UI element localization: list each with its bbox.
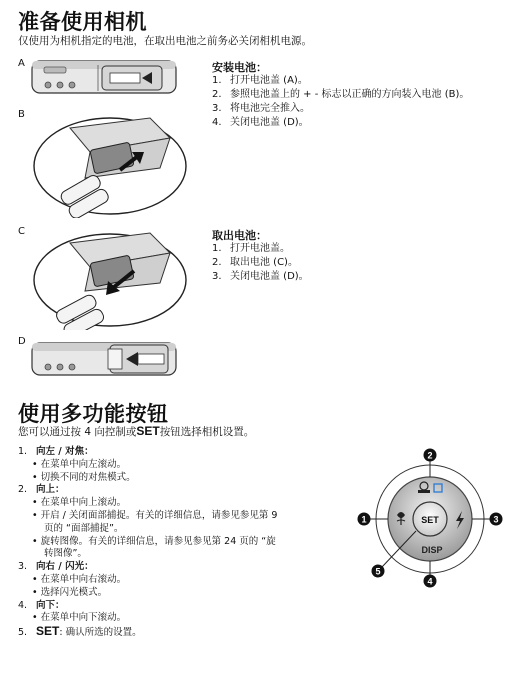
battery-insert-illustration-b xyxy=(30,108,190,218)
multi-function-title: 使用多功能按钮 xyxy=(18,402,169,426)
figure-label-b: B xyxy=(18,109,25,120)
remove-steps xyxy=(212,242,309,284)
step-number: 4. xyxy=(212,117,222,128)
item-number: 3. xyxy=(18,561,28,573)
list-bullet: • 在菜单中向右滚动。 xyxy=(32,573,127,585)
list-item xyxy=(18,484,277,497)
step-number: 1. xyxy=(212,243,222,254)
list-bullet-continuation: 转图像”。 xyxy=(44,548,87,560)
step-text: 关闭电池盖 (D)。 xyxy=(230,271,309,282)
battery-remove-illustration-c xyxy=(30,225,190,330)
step-text: 将电池完全推入。 xyxy=(230,103,310,114)
set-button-label: SET xyxy=(421,515,439,525)
callout-3 xyxy=(490,513,503,526)
remove-step xyxy=(212,256,309,270)
disp-button-label[interactable]: DISP xyxy=(421,545,443,555)
figure-label-d: D xyxy=(18,336,26,347)
svg-text:5: 5 xyxy=(375,566,381,577)
svg-text:3: 3 xyxy=(493,514,499,525)
step-number: 2. xyxy=(212,89,222,100)
list-item xyxy=(18,600,277,613)
step-number: 1. xyxy=(212,75,222,86)
figure-label-c: C xyxy=(18,226,25,237)
item-heading: 向上： xyxy=(36,484,65,496)
button-function-list xyxy=(18,446,277,640)
list-bullet: • 开启 / 关闭面部捕捉。有关的详细信息，请参见参见第 9 xyxy=(32,509,278,521)
intro-text: 您可以通过按 4 向控制或 xyxy=(18,426,137,438)
multi-function-dial xyxy=(352,447,508,597)
step-text: 取出电池 (C)。 xyxy=(230,257,298,268)
multi-function-intro xyxy=(18,424,254,439)
figure-label-a: A xyxy=(18,58,25,69)
item-heading: 向左 / 对焦： xyxy=(36,446,94,457)
camera-bottom-illustration-a xyxy=(30,55,180,100)
list-bullet: • 在菜单中向上滚动。 xyxy=(32,497,127,509)
callout-1 xyxy=(358,513,371,526)
item-text: : 确认所选的设置。 xyxy=(59,627,142,639)
callout-2 xyxy=(424,449,437,462)
list-bullet: • 选择闪光模式。 xyxy=(32,586,108,598)
install-step xyxy=(212,102,469,116)
install-title: 安装电池： xyxy=(212,61,267,74)
item-number: 4. xyxy=(18,599,28,611)
camera-bottom-illustration-d xyxy=(30,337,180,382)
page-subtitle: 仅使用为相机指定的电池，在取出电池之前务必关闭相机电源。 xyxy=(18,35,312,47)
item-number: 5. xyxy=(18,627,28,639)
list-item xyxy=(18,561,277,574)
step-number: 3. xyxy=(212,271,222,282)
list-bullet-continuation: 页的 “面部捕捉”。 xyxy=(44,522,124,534)
remove-step xyxy=(212,242,309,256)
step-text: 参照电池盖上的 + - 标志以正确的方向装入电池 (B)。 xyxy=(230,89,470,100)
item-heading: 向右 / 闪光： xyxy=(36,561,94,573)
callout-4 xyxy=(424,575,437,588)
remove-title: 取出电池： xyxy=(212,229,267,242)
item-number: 2. xyxy=(18,484,28,496)
list-item xyxy=(18,446,277,459)
page-title: 准备使用相机 xyxy=(18,10,147,34)
list-bullet: • 切换不同的对焦模式。 xyxy=(32,471,136,483)
list-bullet: • 旋转图像。有关的详细信息，请参见参见第 24 页的 “旋 xyxy=(32,535,276,547)
callout-5 xyxy=(372,565,385,578)
list-bullet: • 在菜单中向左滚动。 xyxy=(32,458,127,470)
list-item xyxy=(18,625,277,640)
item-heading: 向下： xyxy=(36,599,65,611)
install-step xyxy=(212,74,469,88)
install-step xyxy=(212,88,469,102)
step-text: 打开电池盖 (A)。 xyxy=(230,75,308,86)
intro-text-end: 按钮选择相机设置。 xyxy=(159,426,255,438)
step-number: 3. xyxy=(212,103,222,114)
step-text: 关闭电池盖 (D)。 xyxy=(230,117,309,128)
install-steps xyxy=(212,74,469,130)
item-heading-set: SET xyxy=(36,624,60,639)
svg-text:2: 2 xyxy=(427,450,433,461)
list-bullet: • 在菜单中向下滚动。 xyxy=(32,612,127,624)
step-number: 2. xyxy=(212,257,222,268)
remove-step xyxy=(212,270,309,284)
install-step xyxy=(212,116,469,130)
item-number: 1. xyxy=(18,446,28,457)
step-text: 打开电池盖。 xyxy=(230,243,290,254)
svg-text:1: 1 xyxy=(361,514,367,525)
intro-set-label: SET xyxy=(136,424,160,438)
svg-text:4: 4 xyxy=(427,576,433,587)
